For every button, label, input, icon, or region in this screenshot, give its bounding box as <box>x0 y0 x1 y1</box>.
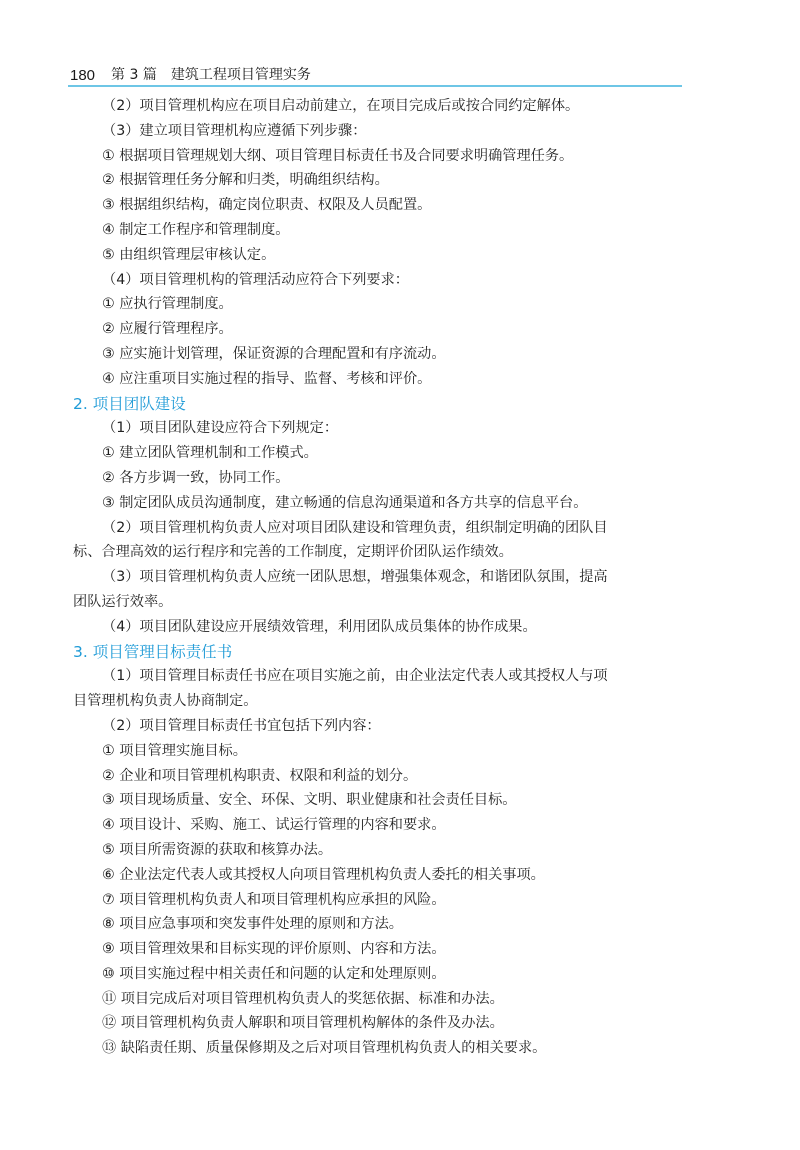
text-line: ② 各方步调一致，协同工作。 <box>102 469 290 486</box>
text-line: ④ 项目设计、采购、施工、试运行管理的内容和要求。 <box>102 817 446 834</box>
text-line: ⑦ 项目管理机构负责人和项目管理机构应承担的风险。 <box>102 891 446 908</box>
text-line: ② 应履行管理程序。 <box>102 321 233 338</box>
text-line: ⑥ 企业法定代表人或其授权人向项目管理机构负责人委托的相关事项。 <box>102 866 545 883</box>
text-line: 目管理机构负责人协商制定。 <box>73 693 258 710</box>
text-line: （2）项目管理机构应在项目启动前建立，在项目完成后或按合同约定解体。 <box>102 98 580 114</box>
text-line: ② 根据管理任务分解和归类，明确组织结构。 <box>102 172 389 189</box>
text-line: ① 项目管理实施目标。 <box>102 742 247 759</box>
text-line: （2）项目管理目标责任书宜包括下列内容： <box>102 717 381 734</box>
text-line: 标、合理高效的运行程序和完善的工作制度，定期评价团队运作绩效。 <box>73 544 513 561</box>
text-line: ③ 项目现场质量、安全、环保、文明、职业健康和社会责任目标。 <box>102 792 517 809</box>
text-line: ② 企业和项目管理机构职责、权限和利益的划分。 <box>102 767 418 784</box>
text-line: ① 建立团队管理机制和工作模式。 <box>102 445 318 462</box>
text-line: ⑤ 由组织管理层审核认定。 <box>102 246 276 263</box>
text-line: （3）项目管理机构负责人应统一团队思想，增强集体观念，和谐团队氛围，提高 <box>102 569 608 586</box>
page-body <box>73 94 680 1061</box>
text-line: ① 根据项目管理规划大纲、项目管理目标责任书及合同要求明确管理任务。 <box>102 147 574 164</box>
part-title: 建筑工程项目管理实务 <box>170 67 311 83</box>
text-line: （4）项目管理机构的管理活动应符合下列要求： <box>102 271 409 288</box>
text-line: ⑤ 项目所需资源的获取和核算办法。 <box>102 841 333 858</box>
text-line: 团队运行效率。 <box>73 593 173 610</box>
text-line: （3）建立项目管理机构应遵循下列步骤： <box>102 122 367 139</box>
section-heading: 3. 项目管理目标责任书 <box>73 642 233 661</box>
text-line: （4）项目团队建设应开展绩效管理，利用团队成员集体的协作成果。 <box>102 618 537 635</box>
text-line: ③ 应实施计划管理，保证资源的合理配置和有序流动。 <box>102 345 446 362</box>
text-line: ⑨ 项目管理效果和目标实现的评价原则、内容和方法。 <box>102 941 446 958</box>
section-heading: 2. 项目团队建设 <box>73 394 186 413</box>
header-rule <box>68 85 682 87</box>
text-line: ③ 根据组织结构，确定岗位职责、权限及人员配置。 <box>102 197 432 214</box>
text-line: ① 应执行管理制度。 <box>102 296 233 313</box>
text-line: ⑫ 项目管理机构负责人解职和项目管理机构解体的条件及办法。 <box>102 1015 504 1032</box>
text-line: ⑬ 缺陷责任期、质量保修期及之后对项目管理机构负责人的相关要求。 <box>102 1040 547 1057</box>
page-number: 180 <box>70 67 96 84</box>
text-line: （2）项目管理机构负责人应对项目团队建设和管理负责，组织制定明确的团队目 <box>102 519 608 536</box>
text-line: （1）项目团队建设应符合下列规定： <box>102 420 339 437</box>
text-line: ⑧ 项目应急事项和突发事件处理的原则和方法。 <box>102 916 403 933</box>
running-header <box>70 58 680 84</box>
part-label: 第 3 篇 <box>111 67 157 83</box>
text-line: ⑪ 项目完成后对项目管理机构负责人的奖惩依据、标准和办法。 <box>102 990 504 1007</box>
text-line: ④ 应注重项目实施过程的指导、监督、考核和评价。 <box>102 370 432 387</box>
text-line: ③ 制定团队成员沟通制度，建立畅通的信息沟通渠道和各方共享的信息平台。 <box>102 494 588 511</box>
text-line: （1）项目管理目标责任书应在项目实施之前，由企业法定代表人或其授权人与项 <box>102 668 608 685</box>
text-line: ⑩ 项目实施过程中相关责任和问题的认定和处理原则。 <box>102 965 446 982</box>
text-line: ④ 制定工作程序和管理制度。 <box>102 221 290 238</box>
